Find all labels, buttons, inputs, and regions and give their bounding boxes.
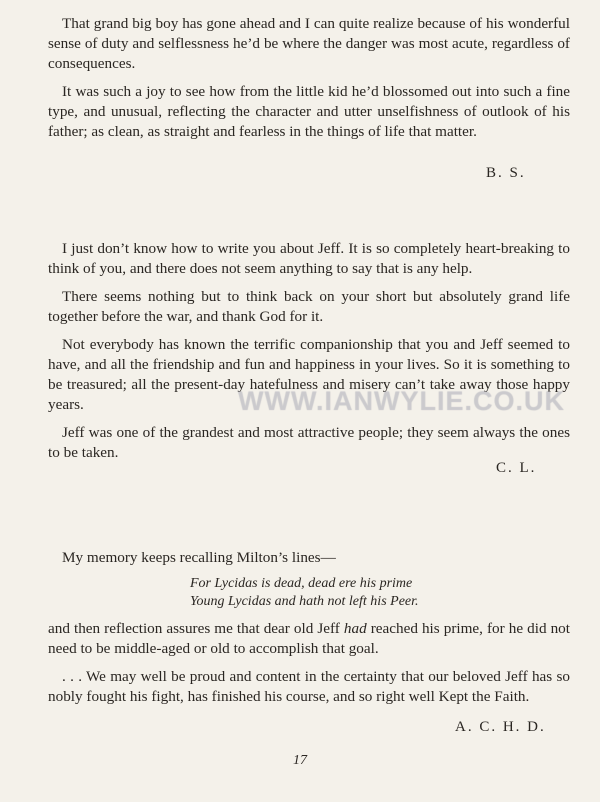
signature-achd: A. C. H. D. — [455, 719, 546, 735]
signature-bs: B. S. — [486, 165, 526, 181]
letter-achd-text-after-had: reached his prime, for he did not need to be middle-aged or old to accomplish that goal. — [48, 620, 570, 657]
signature-cl: C. L. — [496, 460, 537, 476]
letter-achd-paragraph-2: . . . We may well be proud and content in the certainty that our beloved Jeff has so nobly fought his fight, has finished his course, and so right well Kept the Faith. — [48, 668, 570, 705]
letter-cl-paragraph-1: I just don’t know how to write you about Jeff. It is so completely heart-breaking to think of you, and there does not seem anything to say that is any help. — [48, 240, 570, 277]
letter-achd — [48, 548, 570, 568]
letter-cl-paragraph-2: There seems nothing but to think back on your short but absolutely grand life together before the war, and thank God for it. — [48, 288, 570, 325]
letter-achd-intro: My memory keeps recalling Milton’s lines— — [62, 549, 336, 566]
milton-verse-line-2: Young Lycidas and hath not left his Peer. — [190, 594, 419, 609]
page-number: 17 — [293, 753, 307, 768]
letter-cl-paragraph-4: Jeff was one of the grandest and most attractive people; they seem always the ones to be taken. — [48, 424, 570, 461]
emphasis-had: had — [343, 620, 367, 637]
letter-bs-paragraph-1: That grand big boy has gone ahead and I can quite realize because of his wonderful sense of duty and selflessness he’d be where the danger was most acute, regardless of consequences. — [48, 15, 570, 72]
letter-cl-paragraph-3: Not everybody has known the terrific companionship that you and Jeff seemed to have, and all the friendship and fun and happiness in your lives. So it is something to be treasured; all the present-day hatefulness and misery can’t take away those happy years. — [48, 336, 570, 413]
watermark: WWW.IANWYLIE.CO.UK — [238, 386, 565, 416]
letter-cl — [48, 239, 570, 463]
milton-verse-line-1: For Lycidas is dead, dead ere his prime — [190, 576, 413, 591]
letter-bs-paragraph-2: It was such a joy to see how from the little kid he’d blossomed out into such a fine type, and unusual, reflecting the character and utter unselfishness of outlook of his father; as clean, as straight and fearless in the things of life that matter. — [48, 83, 570, 140]
letter-achd-text-before-had: and then reflection assures me that dear old Jeff — [48, 620, 344, 637]
letter-achd-paragraph-1 — [48, 619, 570, 659]
letter-bs — [48, 14, 570, 142]
letter-achd-body — [48, 619, 570, 707]
